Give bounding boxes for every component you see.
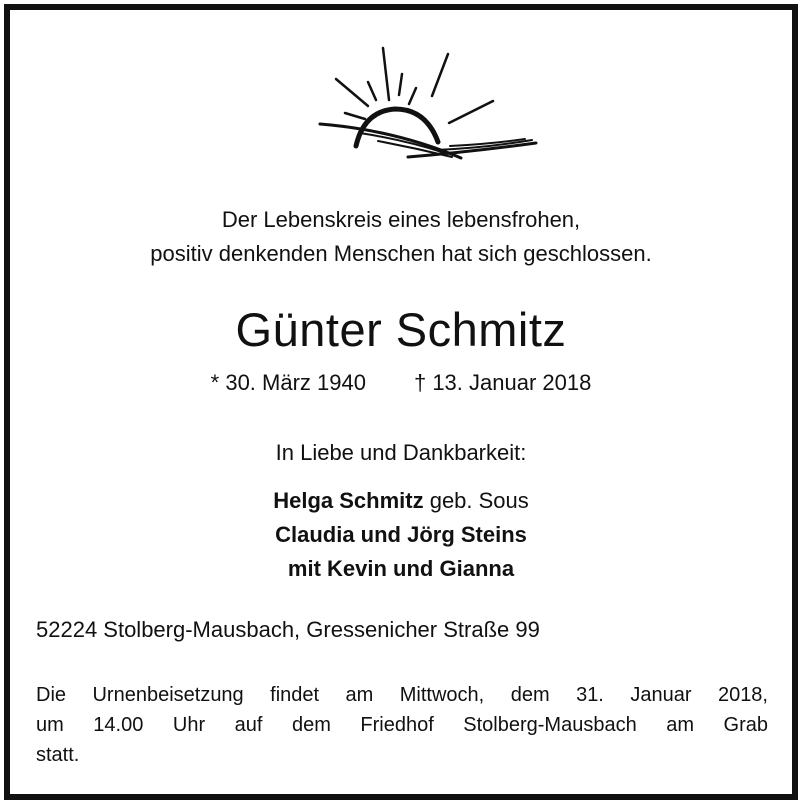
mourning-intro: In Liebe und Dankbarkeit: bbox=[275, 440, 527, 465]
funeral-notice bbox=[36, 680, 768, 770]
mourner-line-2: Claudia und Jörg Steins bbox=[275, 522, 527, 547]
intro-line-1: Der Lebenskreis eines lebensfrohen, bbox=[221, 207, 581, 232]
obituary-notice bbox=[4, 4, 798, 800]
sunrise-icon bbox=[310, 40, 540, 170]
funeral-line-2: um 14.00 Uhr auf dem Friedhof Stolberg-Mausbach am Grab bbox=[36, 714, 768, 736]
intro-text bbox=[10, 203, 792, 271]
mourner-maiden-name: geb. Sous bbox=[429, 488, 529, 513]
mourner-line-1 bbox=[10, 484, 792, 518]
birth-date: * 30. März 1940 bbox=[210, 370, 366, 395]
funeral-line-3: statt. bbox=[36, 744, 80, 766]
intro-line-2: positiv denkenden Menschen hat sich geschlossen. bbox=[150, 241, 652, 266]
life-dates bbox=[10, 368, 792, 398]
death-date: † 13. Januar 2018 bbox=[413, 370, 592, 395]
address: 52224 Stolberg-Mausbach, Gressenicher Straße 99 bbox=[36, 617, 540, 642]
deceased-name: Günter Schmitz bbox=[235, 303, 567, 356]
mourner-line-3: mit Kevin und Gianna bbox=[287, 556, 515, 581]
mourners-list bbox=[10, 484, 792, 586]
mourner-name-1: Helga Schmitz bbox=[273, 488, 424, 513]
funeral-line-1: Die Urnenbeisetzung findet am Mittwoch, dem 31. Januar 2018, bbox=[36, 684, 768, 706]
